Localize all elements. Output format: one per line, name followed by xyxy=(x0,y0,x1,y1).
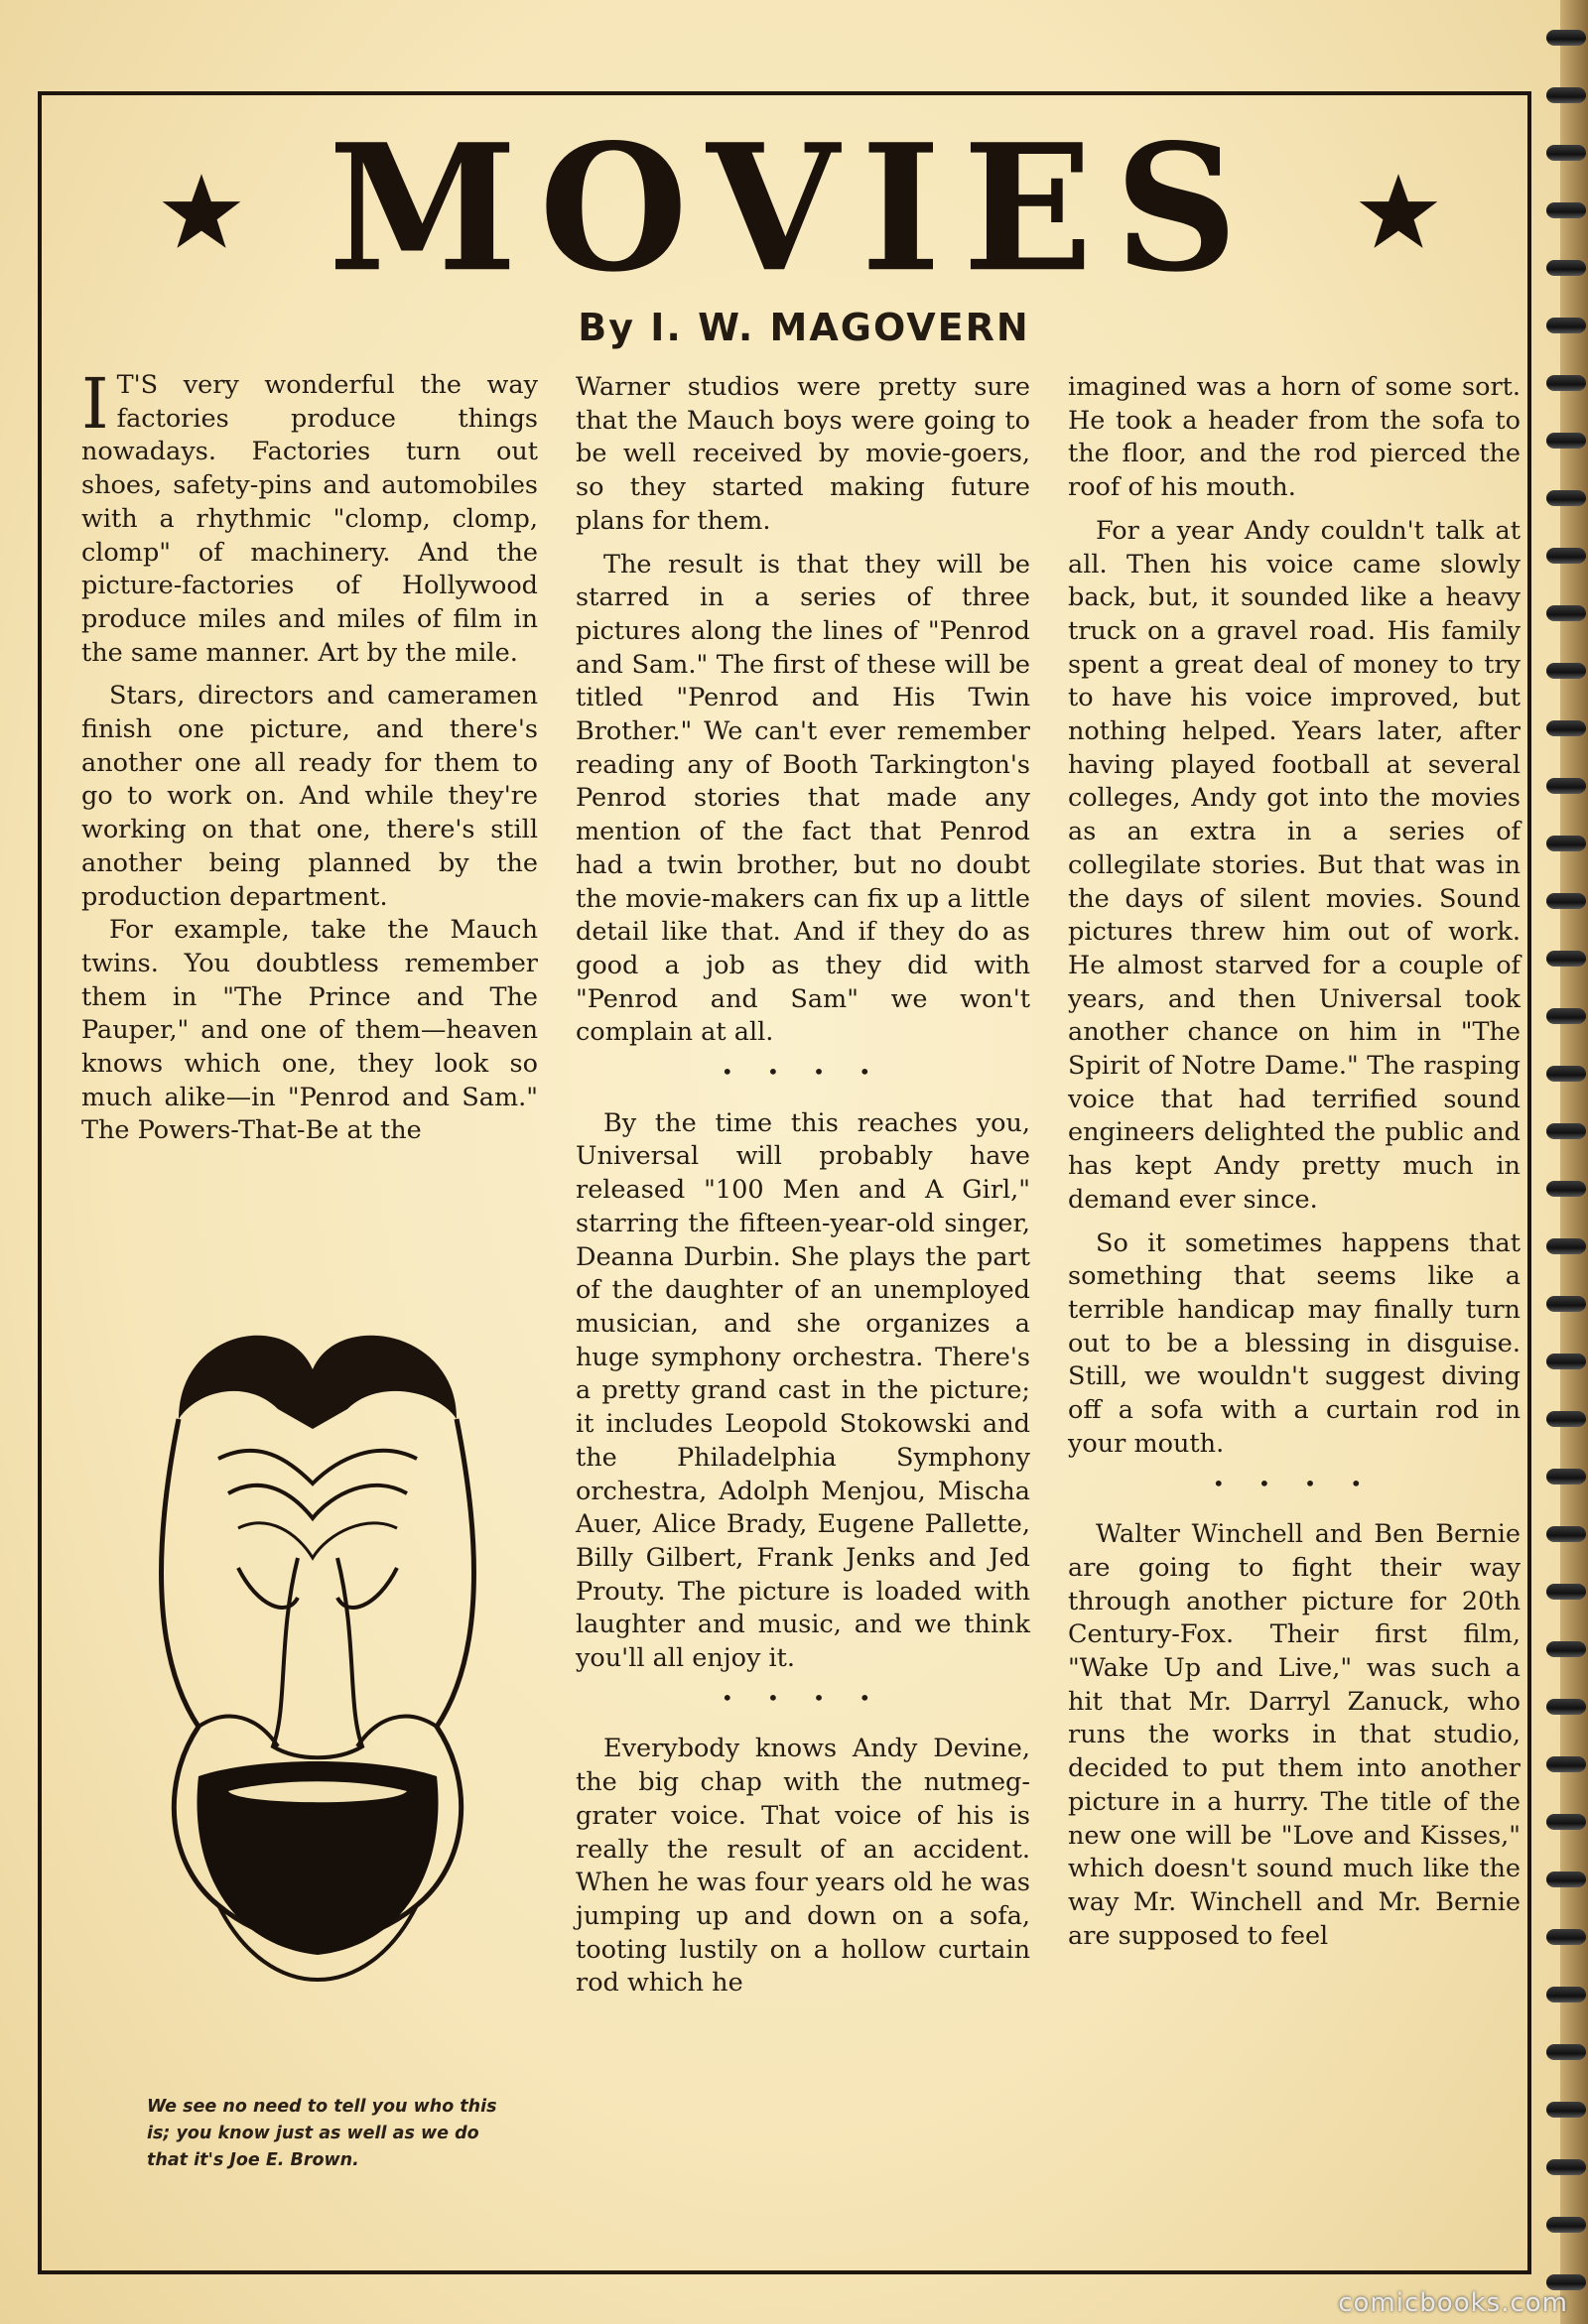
binding-coil xyxy=(1546,1469,1586,1485)
illustration-caption: We see no need to tell you who this is; you know just as well as we do that it's Joe E. Brown. xyxy=(147,2097,497,2170)
binding-coil xyxy=(1546,2102,1586,2118)
binding-coil xyxy=(1546,30,1586,46)
column-2 xyxy=(576,371,1030,2001)
binding-coil xyxy=(1546,893,1586,909)
drop-cap: I xyxy=(81,363,109,445)
binding-coil xyxy=(1546,1641,1586,1657)
binding-coil xyxy=(1546,2044,1586,2060)
section-separator: • • • • xyxy=(721,1685,885,1710)
binding-coil xyxy=(1546,1238,1586,1254)
paragraph: So it sometimes happens that something that seems like a terrible handicap may finally turn out to be a blessing in disguise. Still, we wouldn't suggest diving off a sofa with a curtain rod in your mouth. xyxy=(1068,1227,1521,1459)
page-title: MOVIES xyxy=(328,104,1260,312)
binding-coil xyxy=(1546,433,1586,449)
binding-coil xyxy=(1546,375,1586,391)
binding-coil xyxy=(1546,720,1586,736)
binding-coil xyxy=(1546,1181,1586,1197)
binding-coil xyxy=(1546,1123,1586,1139)
binding-coil xyxy=(1546,318,1586,333)
paragraph: Warner studios were pretty sure that the Mauch boys were going to be well received by movie-goers, so they started making future plans for them. xyxy=(576,372,1030,536)
binding-coil xyxy=(1546,1526,1586,1542)
spiral-binding xyxy=(1560,0,1588,2324)
column-3 xyxy=(1068,371,1521,1953)
binding-coil xyxy=(1546,1814,1586,1830)
paragraph xyxy=(81,363,538,670)
binding-coil xyxy=(1546,2217,1586,2233)
binding-coil xyxy=(1546,1066,1586,1082)
binding-coil xyxy=(1546,87,1586,103)
binding-coil xyxy=(1546,778,1586,794)
watermark: comicbooks.com xyxy=(1338,2288,1568,2318)
paragraph-text: T'S very wonderful the way factories produce things nowadays. Factories turn out shoes, safety-pins and automobiles with a rhythmic "clomp, clomp, clomp" of machinery. And the picture-factories of Hollywood produce miles and miles of film in the same manner. Art by the mile. xyxy=(81,370,538,668)
binding-coil xyxy=(1546,1987,1586,2002)
paragraph: The result is that they will be starred in a series of three pictures along the lines of "Penrod and Sam." The first of these will be titled "Penrod and His Twin Brother." We can't ever remember reading any of Booth Tarkington's Penrod stories that made any mention of the fact that Penrod had a twin brother, but no doubt the movie-makers can fix up a little detail like that. And if they do as good a job as they did with "Penrod and Sam" we won't complain at all. xyxy=(576,549,1030,1048)
caricature-illustration xyxy=(139,1310,496,2084)
binding-coil xyxy=(1546,836,1586,851)
binding-coil xyxy=(1546,1872,1586,1887)
paragraph: By the time this reaches you, Universal will probably have released "100 Men and A Girl," starring the fifteen-year-old singer, Deanna Durbin. She plays the part of the daughter of an unemployed musician, and she organizes a huge symphony orchestra. There's a pretty grand cast in the picture; it includes Leopold Stokowski and the Philadelphia Symphony orchestra, Adolph Menjou, Mischa Auer, Alice Brady, Eugene Pallette, Billy Gilbert, Frank Jenks and Jed Prouty. The picture is loaded with laughter and music, and we think you'll all enjoy it. xyxy=(576,1107,1030,1674)
binding-coil xyxy=(1546,1699,1586,1715)
binding-coil xyxy=(1546,1296,1586,1312)
section-separator: • • • • xyxy=(1212,1471,1377,1495)
binding-coil xyxy=(1546,951,1586,967)
paragraph: For a year Andy couldn't talk at all. Then his voice came slowly back, but, it sounded like a heavy truck on a gravel road. His family spent a great deal of money to try to have his voice improved, but nothing helped. Years later, after having played football at several colleges, Andy got into the movies as an extra in a series of collegilate stories. But that was in the days of silent movies. Sound pictures threw him out of work. He almost starved for a couple of years, and then Universal took another chance on him in "The Spirit of Notre Dame." The rasping voice that had terrified sound engineers delighted the public and has kept Andy pretty much in demand ever since. xyxy=(1068,515,1521,1215)
star-icon xyxy=(161,171,242,252)
binding-coil xyxy=(1546,548,1586,564)
binding-coil xyxy=(1546,1756,1586,1772)
binding-coil xyxy=(1546,1929,1586,1945)
section-separator: • • • • xyxy=(721,1060,885,1085)
paragraph: Stars, directors and cameramen finish one picture, and there's another one all ready for them to go to work on. And while they're working on that one, there's still another being planned by the production department. xyxy=(81,681,538,912)
paragraph: imagined was a horn of some sort. He took a header from the sofa to the floor, and the rod pierced the roof of his mouth. xyxy=(1068,372,1521,503)
binding-coil xyxy=(1546,1008,1586,1024)
byline: By I. W. MAGOVERN xyxy=(578,306,1030,349)
paragraph: Everybody knows Andy Devine, the big chap with the nutmeg-grater voice. That voice of his is really the result of an accident. When he was four years old he was jumping up and down on a sofa, tooting lustily on a hollow curtain rod which he xyxy=(576,1734,1030,1999)
binding-coil xyxy=(1546,490,1586,506)
title-row xyxy=(0,104,1560,312)
binding-coil xyxy=(1546,1354,1586,1369)
paragraph: Walter Winchell and Ben Bernie are going to fight their way through another picture for 20th Century-Fox. Their first film, "Wake Up and Live," was such a hit that Mr. Darryl Zanuck, who runs the works in that studio, decided to put them into another picture in a hurry. The title of the new one will be "Love and Kisses," which doesn't sound much like the way Mr. Winchell and Mr. Bernie are supposed to feel xyxy=(1068,1519,1521,1951)
paragraph: For example, take the Mauch twins. You doubtless remember them in "The Prince and The Pauper," and one of them—heaven knows which one, they look so much alike—in "Penrod and Sam." The Powers-That-Be at the xyxy=(81,915,538,1146)
binding-coil xyxy=(1546,1411,1586,1427)
binding-coil xyxy=(1546,605,1586,621)
star-icon xyxy=(1358,171,1439,252)
binding-coil xyxy=(1546,2159,1586,2175)
binding-coil xyxy=(1546,1584,1586,1600)
column-1 xyxy=(81,363,538,1148)
binding-coil xyxy=(1546,663,1586,679)
